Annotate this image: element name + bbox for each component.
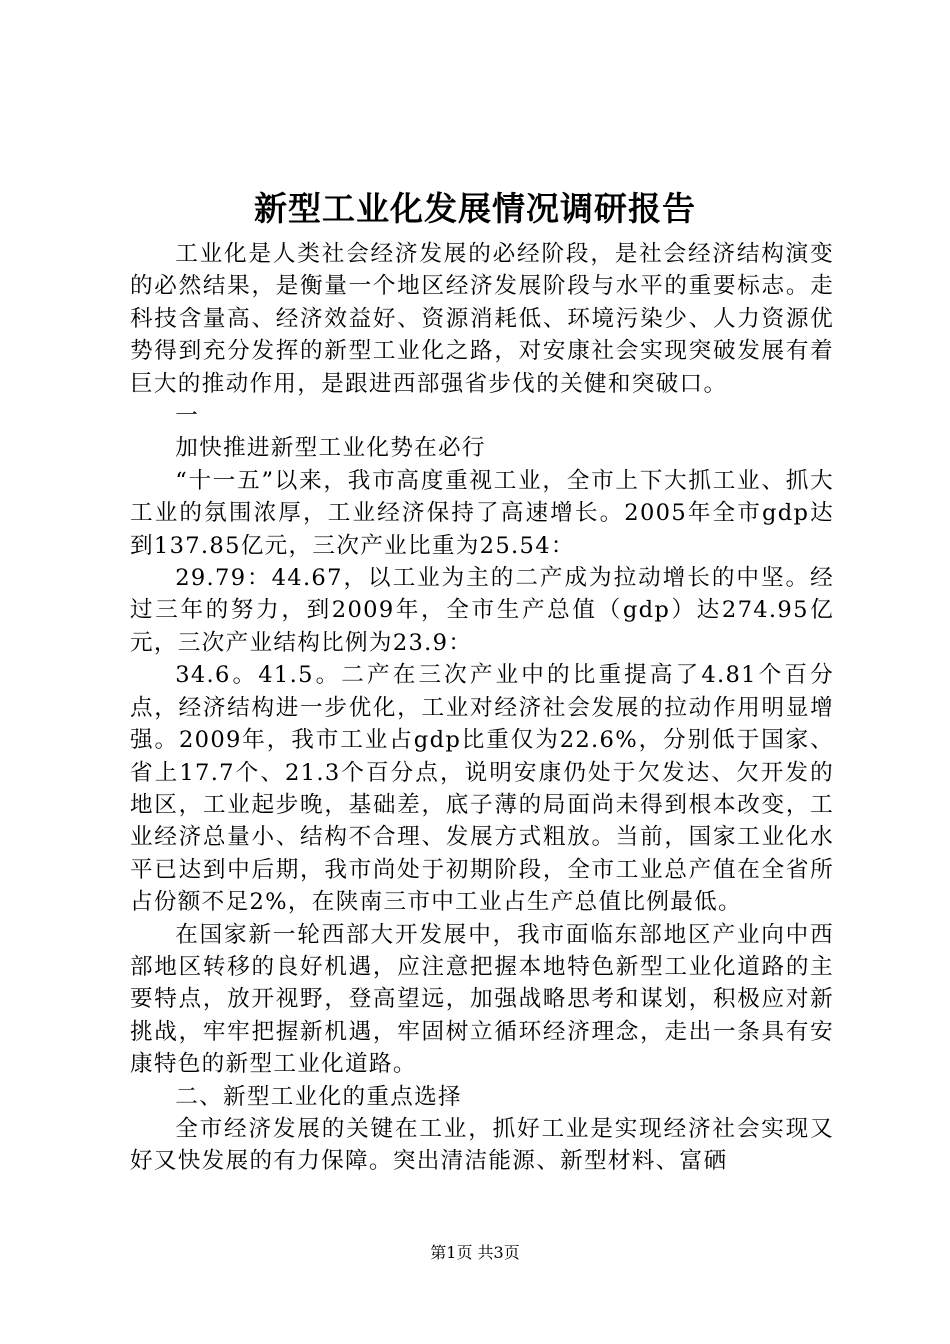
paragraph-ratio-2005: 29.79：44.67，以工业为主的二产成为拉动增长的中坚。经过三年的努力，到2009年，全市生产总值（gdp）达274.95亿元，三次产业结构比例为23.9： xyxy=(130,565,834,656)
document-body xyxy=(130,238,834,1178)
paragraph-opportunity: 在国家新一轮西部大开发展中，我市面临东部地区产业向中西部地区转移的良好机遇，应注意把握本地特色新型工业化道路的主要特点，放开视野，登高望远，加强战略思考和谋划，积极应对新挑战，牢牢把握新机遇，牢固树立循环经济理念，走出一条具有安康特色的新型工业化道路。 xyxy=(130,921,834,1078)
paragraph-ratio-2009: 34.6。41.5。二产在三次产业中的比重提高了4.81个百分点，经济结构进一步优化，工业对经济社会发展的拉动作用明显增强。2009年，我市工业占gdp比重仅为22.6%，分别低于国家、省上17.7个、21.3个百分点，说明安康仍处于欠发达、欠开发的地区，工业起步晚，基础差，底子薄的局面尚未得到根本改变，工业经济总量小、结构不合理、发展方式粗放。当前，国家工业化水平已达到中后期，我市尚处于初期阶段，全市工业总产值在全省所占份额不足2%，在陕南三市中工业占生产总值比例最低。 xyxy=(130,662,834,916)
paragraph-growth: “十一五”以来，我市高度重视工业，全市上下大抓工业、抓大工业的氛围浓厚，工业经济保持了高速增长。2005年全市gdp达到137.85亿元，三次产业比重为25.54： xyxy=(130,467,834,559)
paragraph-key-focus: 全市经济发展的关键在工业，抓好工业是实现经济社会实现又好又快发展的有力保障。突出清洁能源、新型材料、富硒 xyxy=(130,1115,834,1175)
section-heading: 加快推进新型工业化势在必行 xyxy=(175,435,486,462)
section-number: 一 xyxy=(175,403,200,430)
page-number: 第1页 共3页 xyxy=(430,1243,520,1262)
paragraph-intro: 工业化是人类社会经济发展的必经阶段，是社会经济结构演变的必然结果，是衡量一个地区经济发展阶段与水平的重要标志。走科技含量高、经济效益好、资源消耗低、环境污染少、人力资源优势得到充分发挥的新型工业化之路，对安康社会实现突破发展有着巨大的推动作用，是跟进西部强省步伐的关健和突破口。 xyxy=(130,241,834,397)
page-title: 新型工业化发展情况调研报告 xyxy=(254,189,696,228)
section-heading-2: 二、新型工业化的重点选择 xyxy=(175,1083,462,1110)
